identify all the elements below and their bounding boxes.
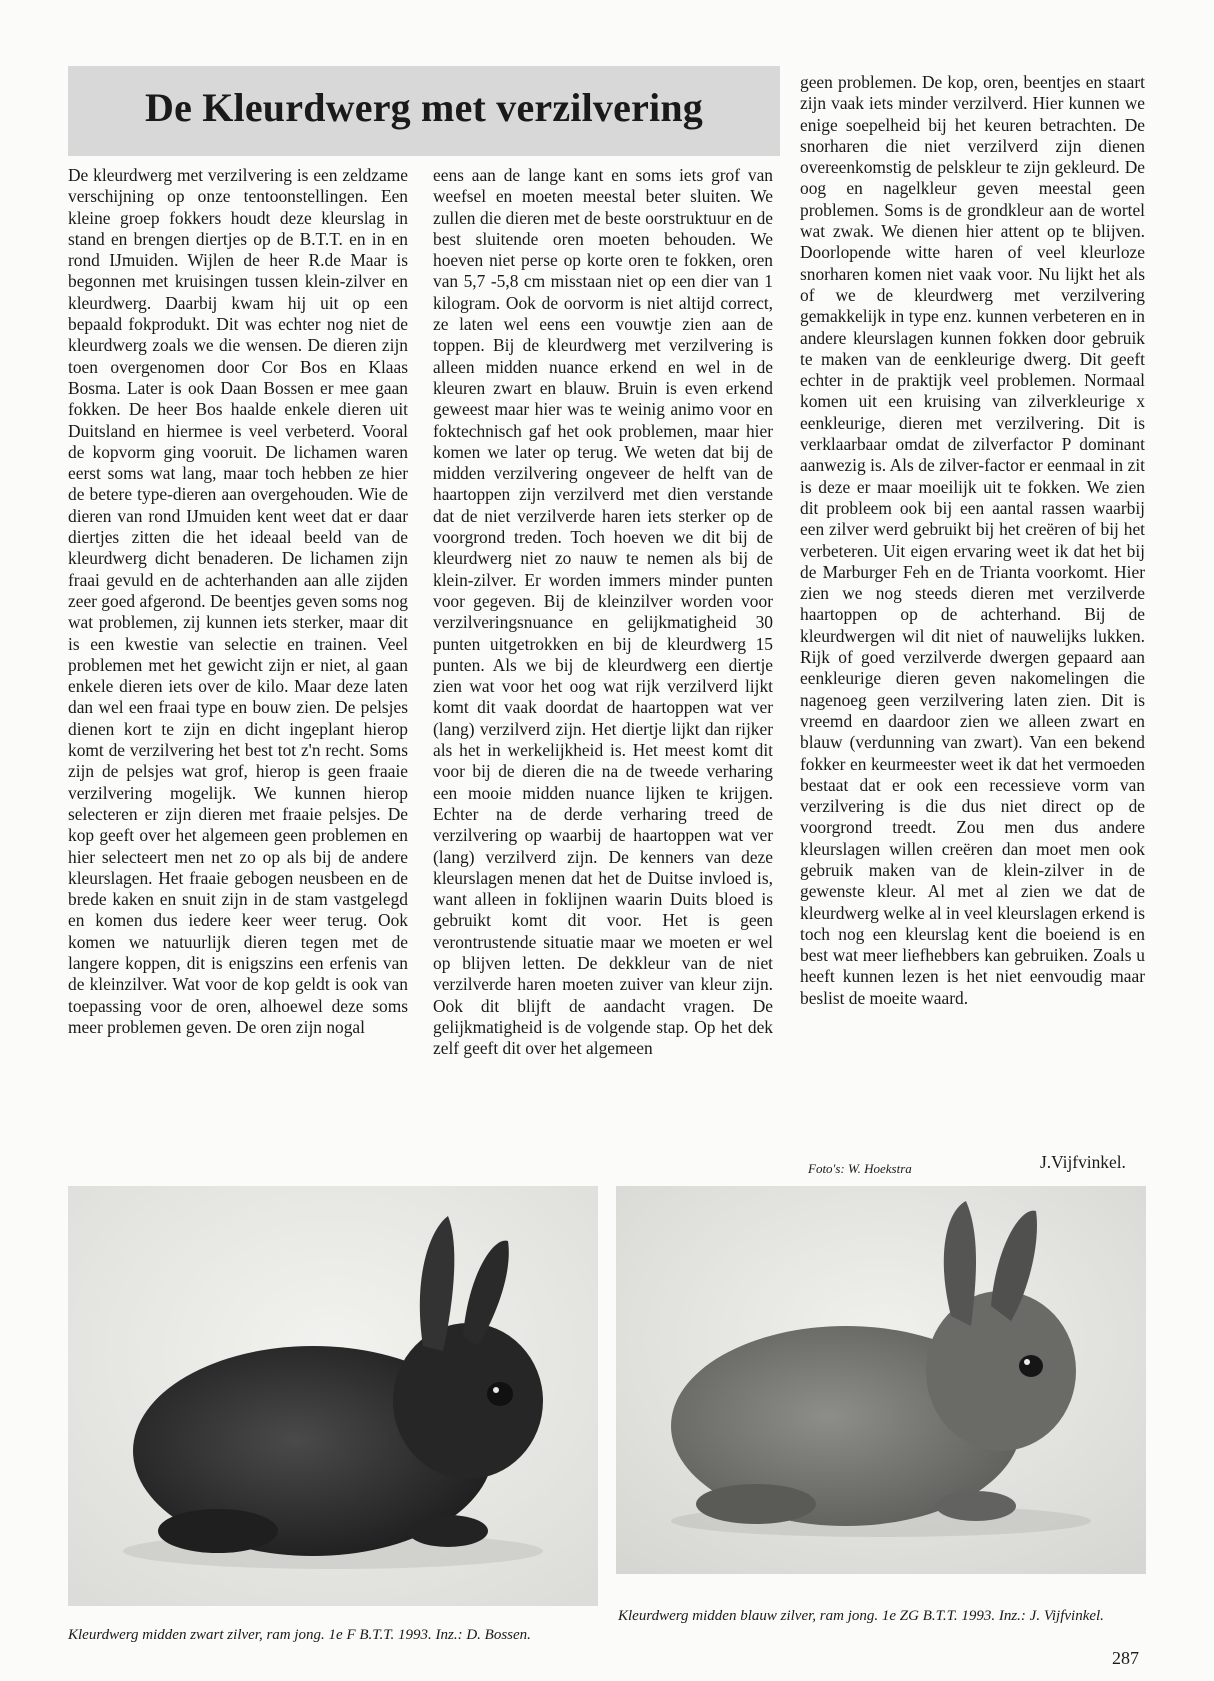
column-text: eens aan de lange kant en soms iets grof van weefsel en moeten meestal beter sluiten. We zullen die dieren met de beste oorstruktuur en de best sluitende oren moeten behouden. We hoeven niet perse op korte oren te fokken, oren van 5,7 -5,8 cm misstaan niet op een dier van 1 kilogram. Ook de oorvorm is niet altijd correct, ze laten wel eens een vouwtje zien aan de toppen. Bij de kleurdwerg met verzilvering is alleen midden nuance erkend en wel in de kleuren zwart en blauw. Bruin is even erkend geweest maar hier was te weinig animo voor en foktechnisch gaf het ook problemen, maar hier komen we later op terug. We weten dat bij de midden verzilvering ongeveer de helft van de haartoppen zijn verzilverd met dien verstande dat de niet verzilverde haren iets sterker op de voorgrond treden. Toch hoeven we dit bij de kleurdwerg niet zo nauw te nemen als bij de klein-zilver. Er worden immers minder punten voor gegeven. Bij de kleinzilver worden voor verzilveringsnuance en gelijkmatigheid 30 punten uitgetrokken en bij de kleurdwerg 15 punten. Als we bij de kleurdwerg een diertje zien wat voor het oog wat rijk verzilverd lijkt komt dit vaak doordat de haartoppen wat ver (lang) verzilverd zijn. Het diertje lijkt dan rijker als het in werkelijkheid is. Het meest komt dit voor bij de dieren die na de tweede verharing een mooie midden nuance lijken te krijgen. Echter na de derde verharing treed de verzilvering op waarbij de haartoppen wat ver (lang) verzilverd zijn. De kenners van deze kleurslagen menen dat het de Duitse invloed is, want alleen in foklijnen waarin Duits bloed is gebruikt komt dit voor. Het is geen verontrustende situatie maar we moeten er wel op blijven letten. De dekkleur van de niet verzilverde haren moeten zuiver van kleur zijn. Ook dit blijft de aandacht vragen. De gelijkmatigheid is de volgende stap. Op het dek zelf geeft dit over het algemeen [433, 165, 773, 1059]
photo-blue-silver-rabbit [616, 1186, 1146, 1574]
article-column-1 [68, 165, 408, 1038]
author-signature: J.Vijfvinkel. [1040, 1152, 1126, 1172]
photo-credit: Foto's: W. Hoekstra [808, 1161, 912, 1176]
page-number: 287 [1112, 1648, 1139, 1668]
article-title: De Kleurdwerg met verzilvering [144, 85, 703, 130]
rabbit-photo-image [68, 1186, 598, 1606]
rabbit-photo-image [616, 1186, 1146, 1574]
article-column-3 [800, 72, 1145, 1009]
column-text: geen problemen. De kop, oren, beentjes en staart zijn vaak iets minder verzilverd. Hier kunnen we enige soepelheid bij het keuren betrachten. De snorharen die niet verzilverd zijn dienen overeenkomstig de pelskleur te zijn gekleurd. De oog en nagelkleur geven meestal geen problemen. Soms is de grondkleur aan de wortel wat zwak. We dienen hier attent op te blijven. Doorlopende witte haren of veel kleurloze snorharen komen niet vaak voor. Nu lijkt het als of we de kleurdwerg met verzilvering gemakkelijk in type enz. kunnen verbeteren en in andere kleurslagen kunnen fokken door gebruik te maken van de eenkleurige dwerg. Dit geeft echter in de praktijk veel problemen. Normaal komen uit een kruising van zilverkleurige x eenkleurige, dieren met verzilvering. Dit is verklaarbaar omdat de zilverfactor P dominant aanwezig is. Als de zilver-factor er eenmaal in zit is deze er maar moeilijk uit te fokken. We zien dit probleem ook bij een aantal rassen waarbij een zilver werd gebruikt bij het creëren of bij het verbeteren. Uit eigen ervaring weet ik dat het bij de Marburger Feh en de Trianta voorkomt. Hier zien we nog steeds dieren met verzilverde haartoppen op de achterhand. Bij de kleurdwergen wil dit niet of nauwelijks lukken. Rijk of goed verzilverde dwergen gepaard aan eenkleurige dieren geven nakomelingen die nagenoeg geen verzilvering laten zien. Dit is vreemd en daardoor zien we alleen zwart en blauw (verdunning van zwart). Van een bekend fokker en keurmeester weet ik dat het vermoeden bestaat dat er ook een recessieve vorm van verzilvering is die dus niet direct op de voorgrond treedt. Zou men dus andere kleurslagen willen creëren dan moet men ook gebruik maken van de klein-zilver in de gewenste kleur. Al met al zien we dat de kleurdwerg welke al in veel kleurslagen erkend is toch nog een kleurslag kent die boeiend is en best wat meer liefhebbers kan gebruiken. Zoals u heeft kunnen lezen is het niet eenvoudig maar beslist de moeite waard. [800, 72, 1145, 1008]
article-column-2 [433, 165, 773, 1059]
photo-black-silver-rabbit [68, 1186, 598, 1606]
photo-caption-right: Kleurdwerg midden blauw zilver, ram jong. 1e ZG B.T.T. 1993. Inz.: J. Vijfvinkel. [618, 1608, 1104, 1624]
photo-caption-left: Kleurdwerg midden zwart zilver, ram jong. 1e F B.T.T. 1993. Inz.: D. Bossen. [68, 1627, 531, 1643]
column-text: De kleurdwerg met verzilvering is een zeldzame verschijning op onze tentoonstellingen. Een kleine groep fokkers houdt deze kleurslag in stand en brengen diertjes op de B.T.T. en in en rond IJmuiden. Wijlen de heer R.de Maar is begonnen met kruisingen tussen klein-zilver en kleurdwerg. Daarbij kwam hij uit op een bepaald fokprodukt. Dit was echter nog niet de kleurdwerg zoals we die wensen. De dieren zijn toen overgenomen door Cor Bos en Klaas Bosma. Later is ook Daan Bossen er mee gaan fokken. De heer Bos haalde enkele dieren uit Duitsland en hiermee is veel verbeterd. Vooral de kopvorm ging vooruit. De lichamen waren eerst soms wat lang, maar toch hebben ze hier de betere type-dieren aan overgehouden. Wie de dieren van rond IJmuiden kent weet dat er daar diertjes zitten die het ideaal beeld van de kleurdwerg dicht benaderen. De lichamen zijn fraai gevuld en de achterhanden aan alle zijden zeer goed afgerond. De beentjes geven soms nog wat problemen, zij kunnen iets sterker, maar dit is een kwestie van selectie en trainen. Veel problemen met het gewicht zijn er niet, al gaan enkele dieren iets over de kilo. Maar deze laten dan wel een fraai type en bouw zien. De pelsjes dienen kort te zijn en dicht ingeplant hierop komt de verzilvering het best tot z'n recht. Soms zijn de pelsjes wat grof, hierop is geen fraaie verzilvering mogelijk. We kunnen hierop selecteren er zijn dieren met fraaie pelsjes. De kop geeft over het algemeen geen problemen en hier selecteert men net zo op als bij de andere kleurslagen. Het fraaie gebogen neusbeen en de brede kaken en snuit zijn in de stam vastgelegd en komen dus iedere keer weer terug. Ook komen we natuurlijk dieren tegen met de langere koppen, dit is enigszins een erfenis van de kleinzilver. Wat voor de kop geldt is ook van toepassing voor de oren, alhoewel deze soms meer problemen geven. De oren zijn nogal [68, 165, 408, 1037]
